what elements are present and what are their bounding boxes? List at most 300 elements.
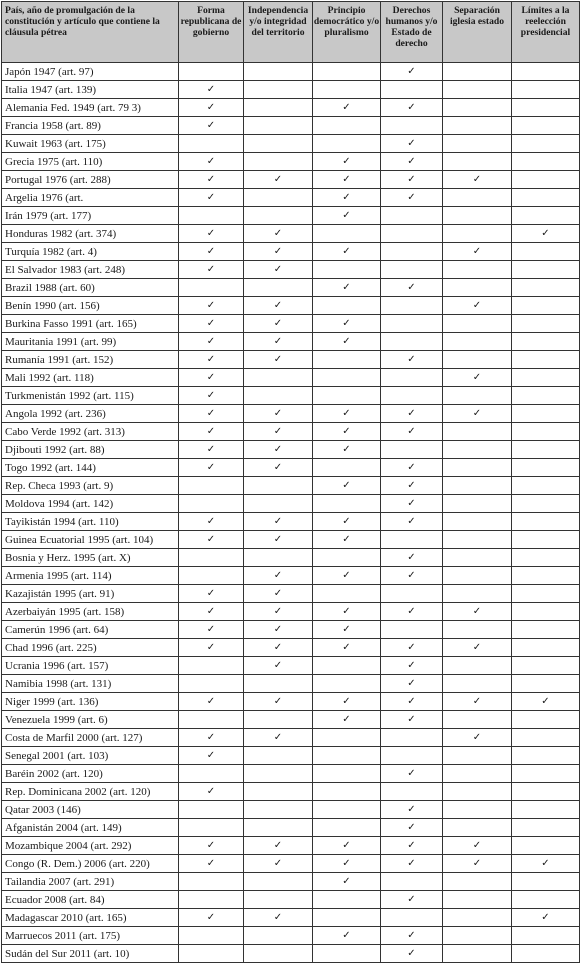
country-cell: Chad 1996 (art. 225) xyxy=(2,639,179,657)
human-rights-cell xyxy=(381,63,443,81)
table-row xyxy=(2,801,580,819)
human-rights-cell xyxy=(381,315,443,333)
democratic-principle-cell xyxy=(313,405,381,423)
reelection-limits-cell xyxy=(512,81,580,99)
check-icon: ✓ xyxy=(206,624,216,635)
country-cell: Djibouti 1992 (art. 88) xyxy=(2,441,179,459)
check-icon: ✓ xyxy=(273,408,283,419)
check-icon: ✓ xyxy=(273,354,283,365)
republican-form-cell xyxy=(179,801,244,819)
church-state-separation-cell xyxy=(443,153,512,171)
country-cell: Japón 1947 (art. 97) xyxy=(2,63,179,81)
check-icon: ✓ xyxy=(273,462,283,473)
church-state-separation-cell xyxy=(443,405,512,423)
church-state-separation-cell xyxy=(443,891,512,909)
territorial-integrity-cell xyxy=(244,513,313,531)
republican-form-cell xyxy=(179,855,244,873)
table-row xyxy=(2,243,580,261)
table-row xyxy=(2,261,580,279)
human-rights-cell xyxy=(381,423,443,441)
church-state-separation-cell xyxy=(443,873,512,891)
check-icon: ✓ xyxy=(407,858,416,869)
country-cell: Italia 1947 (art. 139) xyxy=(2,81,179,99)
territorial-integrity-cell xyxy=(244,171,313,189)
check-icon: ✓ xyxy=(206,264,216,275)
human-rights-cell xyxy=(381,135,443,153)
territorial-integrity-cell xyxy=(244,351,313,369)
check-icon: ✓ xyxy=(273,300,283,311)
country-cell: Benín 1990 (art. 156) xyxy=(2,297,179,315)
check-icon: ✓ xyxy=(342,444,351,455)
territorial-integrity-cell xyxy=(244,531,313,549)
territorial-integrity-cell xyxy=(244,81,313,99)
check-icon: ✓ xyxy=(206,696,216,707)
reelection-limits-cell xyxy=(512,783,580,801)
human-rights-cell xyxy=(381,585,443,603)
table-row xyxy=(2,873,580,891)
table-row xyxy=(2,837,580,855)
church-state-separation-cell xyxy=(443,549,512,567)
democratic-principle-cell xyxy=(313,279,381,297)
human-rights-cell xyxy=(381,369,443,387)
check-icon: ✓ xyxy=(407,102,416,113)
human-rights-cell xyxy=(381,171,443,189)
republican-form-cell xyxy=(179,909,244,927)
reelection-limits-cell xyxy=(512,153,580,171)
check-icon: ✓ xyxy=(407,894,416,905)
check-icon: ✓ xyxy=(206,462,216,473)
check-icon: ✓ xyxy=(206,354,216,365)
reelection-limits-cell xyxy=(512,117,580,135)
human-rights-cell xyxy=(381,747,443,765)
republican-form-cell xyxy=(179,585,244,603)
church-state-separation-cell xyxy=(443,927,512,945)
check-icon: ✓ xyxy=(206,120,216,131)
check-icon: ✓ xyxy=(342,642,351,653)
check-icon: ✓ xyxy=(206,192,216,203)
check-icon: ✓ xyxy=(472,408,482,419)
country-cell: Honduras 1982 (art. 374) xyxy=(2,225,179,243)
human-rights-cell xyxy=(381,837,443,855)
check-icon: ✓ xyxy=(273,642,283,653)
democratic-principle-cell xyxy=(313,909,381,927)
reelection-limits-cell xyxy=(512,873,580,891)
check-icon: ✓ xyxy=(342,192,351,203)
reelection-limits-cell xyxy=(512,171,580,189)
republican-form-cell xyxy=(179,99,244,117)
table-row xyxy=(2,657,580,675)
country-cell: Rep. Dominicana 2002 (art. 120) xyxy=(2,783,179,801)
table-row xyxy=(2,189,580,207)
church-state-separation-cell xyxy=(443,135,512,153)
territorial-integrity-cell xyxy=(244,567,313,585)
republican-form-cell xyxy=(179,171,244,189)
country-cell: Mali 1992 (art. 118) xyxy=(2,369,179,387)
democratic-principle-cell xyxy=(313,315,381,333)
check-icon: ✓ xyxy=(273,588,283,599)
church-state-separation-cell xyxy=(443,603,512,621)
check-icon: ✓ xyxy=(407,156,416,167)
democratic-principle-cell xyxy=(313,603,381,621)
country-cell: Moldova 1994 (art. 142) xyxy=(2,495,179,513)
check-icon: ✓ xyxy=(206,390,216,401)
table-row xyxy=(2,333,580,351)
church-state-separation-cell xyxy=(443,693,512,711)
reelection-limits-cell xyxy=(512,909,580,927)
church-state-separation-cell xyxy=(443,261,512,279)
democratic-principle-cell xyxy=(313,531,381,549)
check-icon: ✓ xyxy=(273,624,283,635)
human-rights-cell xyxy=(381,459,443,477)
check-icon: ✓ xyxy=(273,534,283,545)
table-row xyxy=(2,513,580,531)
church-state-separation-cell xyxy=(443,837,512,855)
republican-form-cell xyxy=(179,333,244,351)
check-icon: ✓ xyxy=(541,912,550,923)
check-icon: ✓ xyxy=(273,336,283,347)
democratic-principle-cell xyxy=(313,153,381,171)
check-icon: ✓ xyxy=(342,336,351,347)
republican-form-cell xyxy=(179,351,244,369)
republican-form-cell xyxy=(179,639,244,657)
republican-form-cell xyxy=(179,189,244,207)
check-icon: ✓ xyxy=(407,840,416,851)
democratic-principle-cell xyxy=(313,585,381,603)
country-cell: Brazil 1988 (art. 60) xyxy=(2,279,179,297)
republican-form-cell xyxy=(179,315,244,333)
country-cell: Irán 1979 (art. 177) xyxy=(2,207,179,225)
check-icon: ✓ xyxy=(407,552,416,563)
table-row xyxy=(2,441,580,459)
table-row xyxy=(2,153,580,171)
table-body xyxy=(2,63,580,963)
country-cell: Qatar 2003 (146) xyxy=(2,801,179,819)
check-icon: ✓ xyxy=(273,840,283,851)
check-icon: ✓ xyxy=(273,570,283,581)
democratic-principle-cell xyxy=(313,297,381,315)
table-row xyxy=(2,477,580,495)
check-icon: ✓ xyxy=(407,804,416,815)
church-state-separation-cell xyxy=(443,639,512,657)
country-cell: Azerbaiyán 1995 (art. 158) xyxy=(2,603,179,621)
header-republican-form: Forma republicana de gobierno xyxy=(179,2,244,63)
democratic-principle-cell xyxy=(313,387,381,405)
human-rights-cell xyxy=(381,765,443,783)
table-row xyxy=(2,621,580,639)
human-rights-cell xyxy=(381,495,443,513)
reelection-limits-cell xyxy=(512,585,580,603)
check-icon: ✓ xyxy=(472,696,482,707)
country-cell: Armenia 1995 (art. 114) xyxy=(2,567,179,585)
reelection-limits-cell xyxy=(512,927,580,945)
territorial-integrity-cell xyxy=(244,945,313,963)
country-cell: Marruecos 2011 (art. 175) xyxy=(2,927,179,945)
check-icon: ✓ xyxy=(407,480,416,491)
republican-form-cell xyxy=(179,495,244,513)
table-row xyxy=(2,387,580,405)
territorial-integrity-cell xyxy=(244,801,313,819)
country-cell: Tayikistán 1994 (art. 110) xyxy=(2,513,179,531)
reelection-limits-cell xyxy=(512,819,580,837)
reelection-limits-cell xyxy=(512,99,580,117)
check-icon: ✓ xyxy=(407,570,416,581)
table-row xyxy=(2,549,580,567)
human-rights-cell xyxy=(381,549,443,567)
reelection-limits-cell xyxy=(512,855,580,873)
republican-form-cell xyxy=(179,765,244,783)
democratic-principle-cell xyxy=(313,225,381,243)
territorial-integrity-cell xyxy=(244,711,313,729)
reelection-limits-cell xyxy=(512,135,580,153)
check-icon: ✓ xyxy=(541,696,550,707)
check-icon: ✓ xyxy=(206,534,216,545)
check-icon: ✓ xyxy=(407,282,416,293)
check-icon: ✓ xyxy=(342,282,351,293)
democratic-principle-cell xyxy=(313,99,381,117)
territorial-integrity-cell xyxy=(244,135,313,153)
republican-form-cell xyxy=(179,243,244,261)
country-cell: Afganistán 2004 (art. 149) xyxy=(2,819,179,837)
check-icon: ✓ xyxy=(206,750,216,761)
reelection-limits-cell xyxy=(512,261,580,279)
church-state-separation-cell xyxy=(443,585,512,603)
check-icon: ✓ xyxy=(407,678,416,689)
check-icon: ✓ xyxy=(342,534,351,545)
territorial-integrity-cell xyxy=(244,693,313,711)
check-icon: ✓ xyxy=(273,426,283,437)
reelection-limits-cell xyxy=(512,603,580,621)
reelection-limits-cell xyxy=(512,513,580,531)
human-rights-cell xyxy=(381,621,443,639)
table-row xyxy=(2,279,580,297)
reelection-limits-cell xyxy=(512,567,580,585)
table-row xyxy=(2,459,580,477)
church-state-separation-cell xyxy=(443,765,512,783)
republican-form-cell xyxy=(179,621,244,639)
human-rights-cell xyxy=(381,243,443,261)
church-state-separation-cell xyxy=(443,909,512,927)
check-icon: ✓ xyxy=(273,174,283,185)
human-rights-cell xyxy=(381,99,443,117)
democratic-principle-cell xyxy=(313,639,381,657)
check-icon: ✓ xyxy=(206,840,216,851)
territorial-integrity-cell xyxy=(244,279,313,297)
republican-form-cell xyxy=(179,531,244,549)
check-icon: ✓ xyxy=(407,642,416,653)
check-icon: ✓ xyxy=(342,102,351,113)
reelection-limits-cell xyxy=(512,351,580,369)
church-state-separation-cell xyxy=(443,675,512,693)
democratic-principle-cell xyxy=(313,549,381,567)
democratic-principle-cell xyxy=(313,729,381,747)
table-row xyxy=(2,405,580,423)
human-rights-cell xyxy=(381,189,443,207)
democratic-principle-cell xyxy=(313,117,381,135)
church-state-separation-cell xyxy=(443,81,512,99)
check-icon: ✓ xyxy=(541,858,550,869)
territorial-integrity-cell xyxy=(244,153,313,171)
republican-form-cell xyxy=(179,729,244,747)
republican-form-cell xyxy=(179,63,244,81)
republican-form-cell xyxy=(179,279,244,297)
reelection-limits-cell xyxy=(512,801,580,819)
democratic-principle-cell xyxy=(313,675,381,693)
territorial-integrity-cell xyxy=(244,495,313,513)
check-icon: ✓ xyxy=(342,156,351,167)
check-icon: ✓ xyxy=(472,300,482,311)
human-rights-cell xyxy=(381,675,443,693)
check-icon: ✓ xyxy=(206,246,216,257)
territorial-integrity-cell xyxy=(244,459,313,477)
territorial-integrity-cell xyxy=(244,477,313,495)
human-rights-cell xyxy=(381,531,443,549)
republican-form-cell xyxy=(179,675,244,693)
reelection-limits-cell xyxy=(512,747,580,765)
country-cell: Venezuela 1999 (art. 6) xyxy=(2,711,179,729)
territorial-integrity-cell xyxy=(244,243,313,261)
country-cell: Bosnia y Herz. 1995 (art. X) xyxy=(2,549,179,567)
header-democratic-principle: Principio democrático y/o pluralismo xyxy=(313,2,381,63)
republican-form-cell xyxy=(179,423,244,441)
check-icon: ✓ xyxy=(407,516,416,527)
country-cell: Kazajistán 1995 (art. 91) xyxy=(2,585,179,603)
country-cell: Baréin 2002 (art. 120) xyxy=(2,765,179,783)
democratic-principle-cell xyxy=(313,423,381,441)
republican-form-cell xyxy=(179,747,244,765)
table-row xyxy=(2,747,580,765)
territorial-integrity-cell xyxy=(244,837,313,855)
check-icon: ✓ xyxy=(273,912,283,923)
check-icon: ✓ xyxy=(273,444,283,455)
human-rights-cell xyxy=(381,657,443,675)
republican-form-cell xyxy=(179,873,244,891)
human-rights-cell xyxy=(381,441,443,459)
reelection-limits-cell xyxy=(512,711,580,729)
country-cell: Rumanía 1991 (art. 152) xyxy=(2,351,179,369)
table-row xyxy=(2,297,580,315)
territorial-integrity-cell xyxy=(244,783,313,801)
check-icon: ✓ xyxy=(273,858,283,869)
check-icon: ✓ xyxy=(206,372,216,383)
header-row xyxy=(2,2,580,63)
reelection-limits-cell xyxy=(512,837,580,855)
check-icon: ✓ xyxy=(273,660,283,671)
human-rights-cell xyxy=(381,279,443,297)
check-icon: ✓ xyxy=(342,210,351,221)
human-rights-cell xyxy=(381,927,443,945)
human-rights-cell xyxy=(381,153,443,171)
church-state-separation-cell xyxy=(443,171,512,189)
check-icon: ✓ xyxy=(206,858,216,869)
church-state-separation-cell xyxy=(443,747,512,765)
check-icon: ✓ xyxy=(273,318,283,329)
check-icon: ✓ xyxy=(206,606,216,617)
human-rights-cell xyxy=(381,945,443,963)
country-cell: Mozambique 2004 (art. 292) xyxy=(2,837,179,855)
check-icon: ✓ xyxy=(273,228,283,239)
democratic-principle-cell xyxy=(313,621,381,639)
republican-form-cell xyxy=(179,513,244,531)
territorial-integrity-cell xyxy=(244,99,313,117)
territorial-integrity-cell xyxy=(244,675,313,693)
check-icon: ✓ xyxy=(342,696,351,707)
territorial-integrity-cell xyxy=(244,333,313,351)
church-state-separation-cell xyxy=(443,441,512,459)
democratic-principle-cell xyxy=(313,783,381,801)
check-icon: ✓ xyxy=(342,480,351,491)
check-icon: ✓ xyxy=(472,840,482,851)
table-row xyxy=(2,855,580,873)
church-state-separation-cell xyxy=(443,315,512,333)
democratic-principle-cell xyxy=(313,945,381,963)
reelection-limits-cell xyxy=(512,441,580,459)
democratic-principle-cell xyxy=(313,135,381,153)
church-state-separation-cell xyxy=(443,477,512,495)
table-row xyxy=(2,819,580,837)
check-icon: ✓ xyxy=(342,174,351,185)
check-icon: ✓ xyxy=(472,732,482,743)
check-icon: ✓ xyxy=(342,570,351,581)
reelection-limits-cell xyxy=(512,387,580,405)
reelection-limits-cell xyxy=(512,477,580,495)
republican-form-cell xyxy=(179,369,244,387)
church-state-separation-cell xyxy=(443,531,512,549)
church-state-separation-cell xyxy=(443,279,512,297)
church-state-separation-cell xyxy=(443,297,512,315)
church-state-separation-cell xyxy=(443,243,512,261)
check-icon: ✓ xyxy=(407,192,416,203)
republican-form-cell xyxy=(179,891,244,909)
democratic-principle-cell xyxy=(313,81,381,99)
reelection-limits-cell xyxy=(512,675,580,693)
territorial-integrity-cell xyxy=(244,117,313,135)
reelection-limits-cell xyxy=(512,225,580,243)
territorial-integrity-cell xyxy=(244,225,313,243)
check-icon: ✓ xyxy=(407,606,416,617)
reelection-limits-cell xyxy=(512,729,580,747)
human-rights-cell xyxy=(381,855,443,873)
republican-form-cell xyxy=(179,207,244,225)
table-row xyxy=(2,369,580,387)
territorial-integrity-cell xyxy=(244,369,313,387)
human-rights-cell xyxy=(381,351,443,369)
church-state-separation-cell xyxy=(443,459,512,477)
reelection-limits-cell xyxy=(512,459,580,477)
check-icon: ✓ xyxy=(541,228,550,239)
country-cell: Alemania Fed. 1949 (art. 79 3) xyxy=(2,99,179,117)
country-cell: Madagascar 2010 (art. 165) xyxy=(2,909,179,927)
democratic-principle-cell xyxy=(313,63,381,81)
table-row xyxy=(2,423,580,441)
territorial-integrity-cell xyxy=(244,891,313,909)
check-icon: ✓ xyxy=(206,732,216,743)
church-state-separation-cell xyxy=(443,801,512,819)
democratic-principle-cell xyxy=(313,459,381,477)
territorial-integrity-cell xyxy=(244,315,313,333)
republican-form-cell xyxy=(179,783,244,801)
democratic-principle-cell xyxy=(313,189,381,207)
reelection-limits-cell xyxy=(512,243,580,261)
check-icon: ✓ xyxy=(407,660,416,671)
human-rights-cell xyxy=(381,603,443,621)
table-row xyxy=(2,675,580,693)
country-cell: Niger 1999 (art. 136) xyxy=(2,693,179,711)
republican-form-cell xyxy=(179,117,244,135)
church-state-separation-cell xyxy=(443,423,512,441)
republican-form-cell xyxy=(179,837,244,855)
democratic-principle-cell xyxy=(313,855,381,873)
church-state-separation-cell xyxy=(443,819,512,837)
